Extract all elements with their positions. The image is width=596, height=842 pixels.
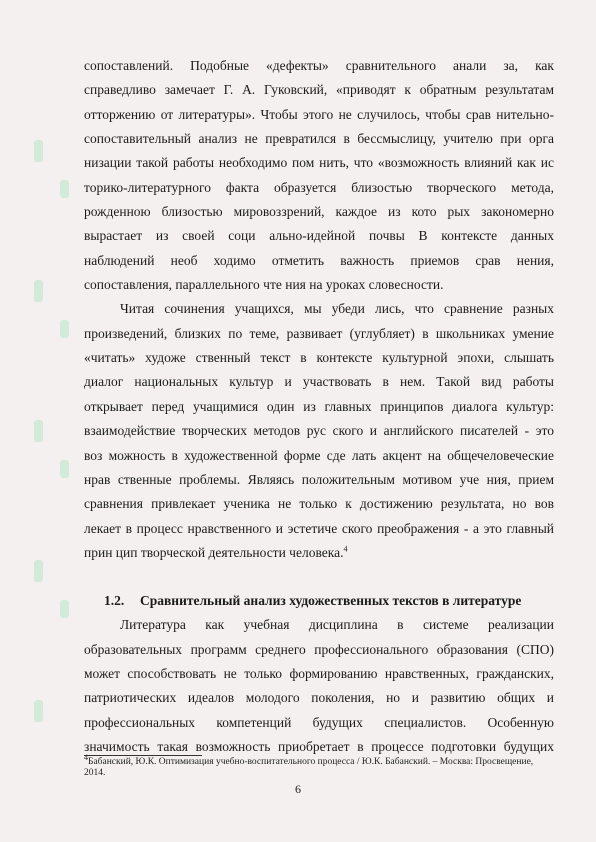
text-line: открывает перед учащимися один из главных принципов диалога культур: <box>84 398 554 414</box>
footnote <box>84 752 556 779</box>
body-text <box>84 54 554 759</box>
text-line: наблюдений необ ходимо отметить важность приемов срав нения, <box>84 252 554 268</box>
text-line: сопоставительный анализ не превратился в бессмыслицу, учителю при орга <box>84 131 554 147</box>
section-gap <box>84 565 554 589</box>
text-line: справедливо замечает Г. А. Гуковский, «приводят к обратным результатам <box>84 82 554 98</box>
page-number: 6 <box>295 782 301 796</box>
paragraph-3 <box>84 613 554 759</box>
text-line <box>84 541 554 565</box>
footnote-reference[interactable]: 4 <box>343 544 348 554</box>
text-line: патриотических идеалов молодого поколения, но и развитию общих и <box>84 690 554 706</box>
text-line: рожденною близостью мировоззрений, каждое из кото рых закономерно <box>84 204 554 220</box>
text-line: Литература как учебная дисциплина в системе реализации <box>120 617 554 633</box>
text-line-content: прин цип творческой деятельности человека. <box>84 544 344 560</box>
text-line: торико-литературного факта образуется близостью творческого метода, <box>84 179 554 195</box>
footnote-marker: 4 <box>84 752 88 762</box>
text-line: произведений, близких по теме, развивает (углубляет) в школьниках умение <box>84 325 554 341</box>
text-line: лекает в процесс нравственного и эстетиче ского преображения - а это главный <box>84 520 554 536</box>
paragraph-2 <box>84 297 554 565</box>
section-number: 1.2. <box>104 593 125 609</box>
section-title: Сравнительный анализ художественных текстов в литературе <box>140 593 522 609</box>
text-line: низации такой работы необходимо пом нить, что «возможность влияний как ис <box>84 155 554 171</box>
text-line: Читая сочинения учащихся, мы убеди лись, что сравнение разных <box>120 301 554 317</box>
text-line: воз можность в художественной форме сде лать акцент на общечеловеческие <box>84 447 554 463</box>
text-line: образовательных программ среднего профессионального образования (СПО) <box>84 641 554 657</box>
footnote-text: Бабанский, Ю.К. Оптимизация учебно-воспитательного процесса / Ю.К. Бабанский. – Москва: Просвещение, 2014. <box>84 757 534 778</box>
text-line: отторжению от литературы». Чтобы этого не случилось, чтобы срав нительно- <box>84 106 554 122</box>
text-line: «читать» художе ственный текст в контексте культурной эпохи, слышать <box>84 350 554 366</box>
paragraph-1 <box>84 54 554 297</box>
section-heading <box>84 589 554 613</box>
text-line: взаимодействие творческих методов рус ского и английского писателей - это <box>84 423 554 439</box>
text-line: значимость такая возможность приобретает в процессе подготовки будущих <box>84 738 554 754</box>
text-line: сопоставления, параллельного чте ния на уроках словесности. <box>84 277 444 293</box>
text-line: нрав ственные проблемы. Являясь положительным мотивом уче ния, прием <box>84 471 554 487</box>
text-line: может способствовать не только формированию нравственных, гражданских, <box>84 665 554 681</box>
text-line: диалог национальных культур и участвовать в нем. Такой вид работы <box>84 374 554 390</box>
text-line: профессиональных компетенций будущих специалистов. Особенную <box>84 714 554 730</box>
text-line: сравнения привлекает ученика не только к достижению результата, но вов <box>84 496 554 512</box>
text-line: сопоставлений. Подобные «дефекты» сравнительного анали за, как <box>84 58 554 73</box>
footnote-separator <box>84 755 202 756</box>
text-line: вырастает из своей соци ально-идейной почвы В контексте данных <box>84 228 554 244</box>
